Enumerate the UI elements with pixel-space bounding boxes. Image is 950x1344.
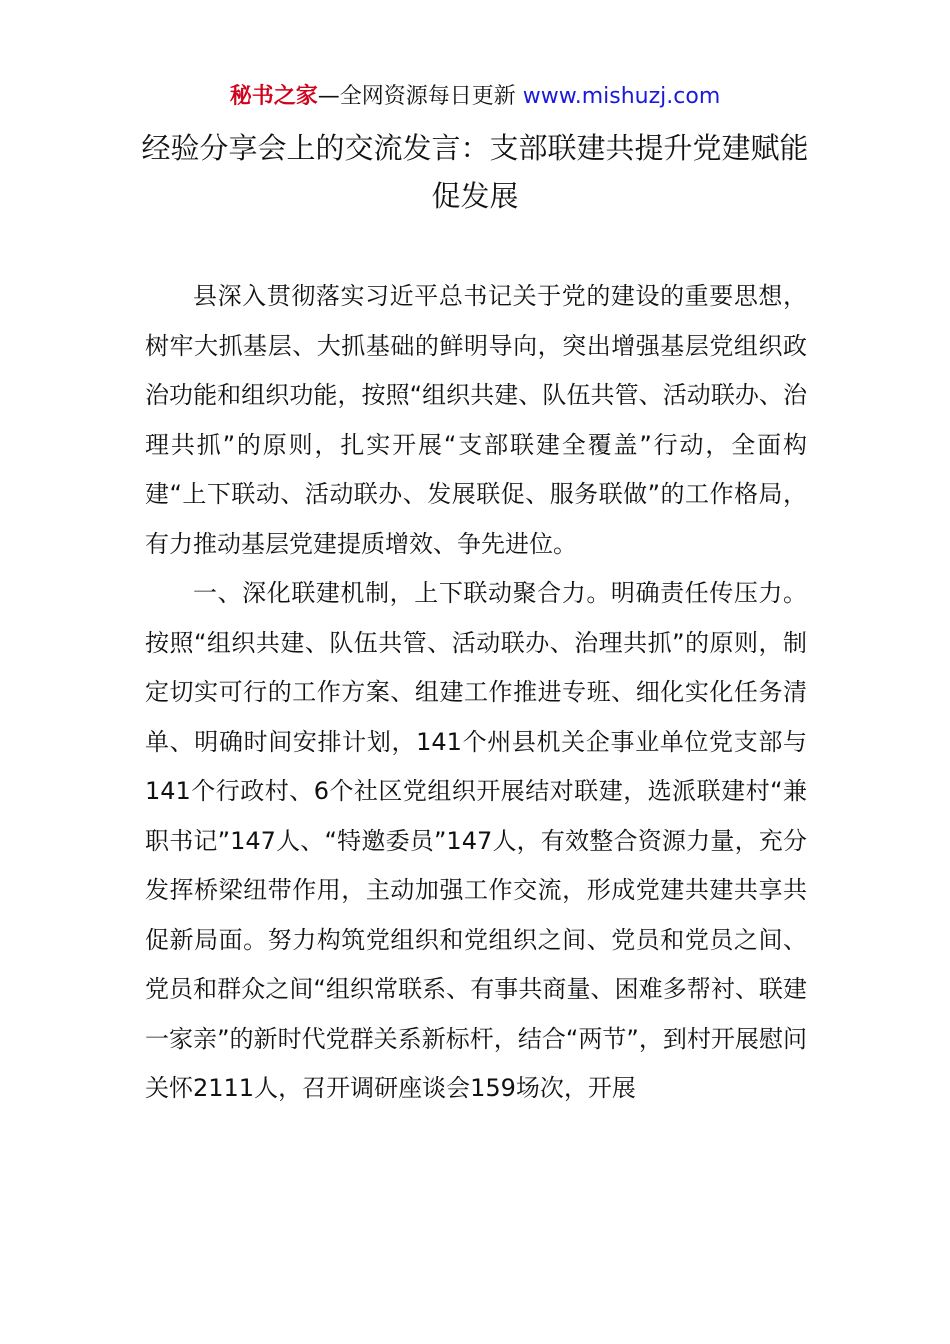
paragraph-section-one: 一、深化联建机制，上下联动聚合力。明确责任传压力。按照“组织共建、队伍共管、活动联办、治理共抓”的原则，制定切实可行的工作方案、组建工作推进专班、细化实化任务清单、明确时间安排计划，141个州县机关企事业单位党支部与141个行政村、6个社区党组织开展结对联建，选派联建村“兼职书记”147人、“特邀委员”147人，有效整合资源力量，充分发挥桥梁纽带作用，主动加强工作交流，形成党建共建共享共促新局面。努力构筑党组织和党组织之间、党员和党员之间、党员和群众之间“组织常联系、有事共商量、困难多帮衬、联建一家亲”的新时代党群关系新标杆，结合“两节”，到村开展慰问关怀2111人，召开调研座谈会159场次，开展 (145, 579, 807, 1102)
site-tagline: —全网资源每日更新 (317, 84, 523, 109)
paragraph-intro: 县深入贯彻落实习近平总书记关于党的建设的重要思想，树牢大抓基层、大抓基础的鲜明导向，突出增强基层党组织政治功能和组织功能，按照“组织共建、队伍共管、活动联办、治理共抓”的原则，扎实开展“支部联建全覆盖”行动，全面构建“上下联动、活动联办、发展联促、服务联做”的工作格局，有力推动基层党建提质增效、争先进位。 (145, 282, 807, 558)
site-brand: 秘书之家 (229, 84, 318, 109)
document-body (145, 272, 807, 1114)
site-header (0, 80, 950, 114)
document-title: 经验分享会上的交流发言：支部联建共提升党建赋能促发展 (141, 131, 809, 213)
site-url-link[interactable]: www.mishuzj.com (522, 84, 721, 109)
